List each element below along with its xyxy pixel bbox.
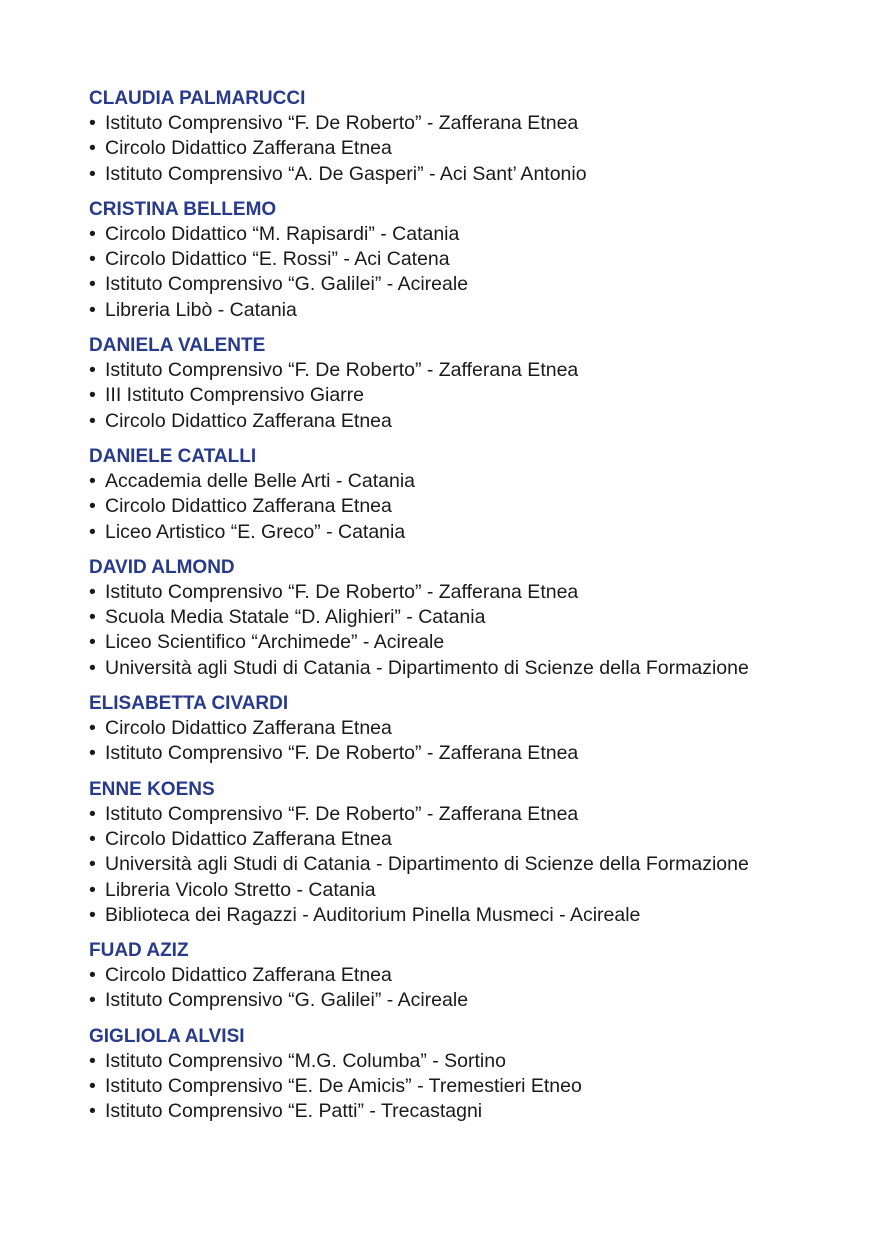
bullet-icon: • (89, 273, 96, 296)
venue-label: Accademia delle Belle Arti - Catania (105, 469, 415, 492)
venue-item (89, 136, 869, 161)
bullet-icon: • (89, 580, 96, 603)
bullet-icon: • (89, 520, 96, 543)
author-section (89, 334, 869, 434)
venue-label: Circolo Didattico Zafferana Etnea (105, 827, 392, 850)
venue-item (89, 963, 869, 988)
venue-item (89, 409, 869, 434)
venue-label: Università agli Studi di Catania - Dipartimento di Scienze della Formazione (105, 853, 749, 876)
venue-item (89, 988, 869, 1013)
author-name: CLAUDIA PALMARUCCI (89, 88, 306, 109)
venue-list (89, 802, 869, 928)
venue-list (89, 716, 869, 767)
author-name: DANIELE CATALLI (89, 445, 257, 467)
bullet-icon: • (89, 631, 96, 654)
venue-item (89, 358, 869, 383)
venue-label: Circolo Didattico Zafferana Etnea (105, 409, 392, 432)
venue-label: Liceo Scientifico “Archimede” - Acireale (105, 631, 445, 654)
venue-label: Istituto Comprensivo “F. De Roberto” - Zafferana Etnea (105, 359, 579, 382)
venue-item (89, 580, 869, 605)
venue-item (89, 222, 869, 247)
venue-label: Istituto Comprensivo “G. Galilei” - Acireale (105, 989, 469, 1012)
bullet-icon: • (89, 853, 96, 876)
venue-list (89, 469, 869, 545)
bullet-icon: • (89, 989, 96, 1012)
venue-item (89, 247, 869, 272)
bullet-icon: • (89, 742, 96, 765)
author-name: FUAD AZIZ (89, 940, 189, 962)
venue-label: III Istituto Comprensivo Giarre (105, 384, 365, 407)
bullet-icon: • (89, 903, 96, 926)
venue-label: Libreria Vicolo Stretto - Catania (105, 878, 376, 901)
venue-label: Scuola Media Statale “D. Alighieri” - Catania (105, 606, 486, 629)
bullet-icon: • (89, 827, 96, 850)
venue-item (89, 272, 869, 297)
bullet-icon: • (89, 222, 96, 245)
venue-label: Istituto Comprensivo “G. Galilei” - Acireale (105, 273, 469, 296)
bullet-icon: • (89, 384, 96, 407)
venue-item (89, 827, 869, 852)
author-section (89, 778, 869, 928)
author-name: ENNE KOENS (89, 778, 215, 800)
venue-item (89, 1074, 869, 1099)
bullet-icon: • (89, 162, 96, 185)
venue-label: Circolo Didattico “M. Rapisardi” - Catania (105, 222, 460, 245)
bullet-icon: • (89, 495, 96, 518)
bullet-icon: • (89, 964, 96, 987)
author-name: ELISABETTA CIVARDI (89, 693, 289, 715)
venue-item (89, 802, 869, 827)
venue-list (89, 111, 869, 187)
venue-item (89, 469, 869, 494)
author-section (89, 198, 869, 323)
venue-label: Circolo Didattico Zafferana Etnea (105, 495, 392, 518)
venue-item (89, 494, 869, 519)
venue-label: Istituto Comprensivo “A. De Gasperi” - Aci Sant’ Antonio (105, 162, 587, 185)
venue-item (89, 630, 869, 655)
venue-item (89, 903, 869, 928)
bullet-icon: • (89, 717, 96, 740)
venue-label: Istituto Comprensivo “F. De Roberto” - Zafferana Etnea (105, 802, 579, 825)
bullet-icon: • (89, 248, 96, 271)
venue-label: Circolo Didattico Zafferana Etnea (105, 964, 392, 987)
author-section (89, 1025, 869, 1125)
bullet-icon: • (89, 878, 96, 901)
venue-label: Circolo Didattico Zafferana Etnea (105, 717, 392, 740)
venue-item (89, 716, 869, 741)
author-section (89, 87, 869, 187)
author-name: DANIELA VALENTE (89, 335, 266, 357)
venue-label: Istituto Comprensivo “E. De Amicis” - Tremestieri Etneo (105, 1075, 582, 1098)
bullet-icon: • (89, 298, 96, 321)
venue-list (89, 1049, 869, 1125)
bullet-icon: • (89, 409, 96, 432)
venue-label: Istituto Comprensivo “F. De Roberto” - Zafferana Etnea (105, 742, 579, 765)
bullet-icon: • (89, 656, 96, 679)
document-page (89, 87, 869, 1136)
author-name: DAVID ALMOND (89, 556, 235, 578)
venue-list (89, 963, 869, 1014)
venue-list (89, 580, 869, 681)
author-section (89, 445, 869, 545)
bullet-icon: • (89, 1100, 96, 1123)
venue-label: Istituto Comprensivo “F. De Roberto” - Zafferana Etnea (105, 112, 579, 134)
bullet-icon: • (89, 1049, 96, 1072)
author-section (89, 692, 869, 767)
venue-item (89, 111, 869, 136)
bullet-icon: • (89, 112, 96, 134)
venue-label: Università agli Studi di Catania - Dipartimento di Scienze della Formazione (105, 656, 749, 679)
venue-item (89, 298, 869, 323)
author-name: GIGLIOLA ALVISI (89, 1025, 245, 1047)
bullet-icon: • (89, 802, 96, 825)
bullet-icon: • (89, 1075, 96, 1098)
venue-list (89, 358, 869, 434)
author-name: CRISTINA BELLEMO (89, 198, 277, 220)
venue-label: Libreria Libò - Catania (105, 298, 297, 321)
venue-item (89, 605, 869, 630)
venue-item (89, 383, 869, 408)
venue-label: Istituto Comprensivo “M.G. Columba” - Sortino (105, 1049, 506, 1072)
venue-item (89, 656, 869, 681)
bullet-icon: • (89, 359, 96, 382)
venue-label: Circolo Didattico Zafferana Etnea (105, 137, 392, 160)
venue-item (89, 1099, 869, 1124)
venue-item (89, 741, 869, 766)
venue-list (89, 222, 869, 323)
author-section (89, 939, 869, 1014)
venue-label: Circolo Didattico “E. Rossi” - Aci Catena (105, 248, 450, 271)
venue-item (89, 162, 869, 187)
bullet-icon: • (89, 606, 96, 629)
author-section (89, 556, 869, 681)
bullet-icon: • (89, 469, 96, 492)
venue-label: Biblioteca dei Ragazzi - Auditorium Pinella Musmeci - Acireale (105, 903, 641, 926)
venue-label: Istituto Comprensivo “E. Patti” - Trecastagni (105, 1100, 483, 1123)
venue-item (89, 878, 869, 903)
venue-item (89, 852, 869, 877)
bullet-icon: • (89, 137, 96, 160)
venue-item (89, 520, 869, 545)
venue-label: Istituto Comprensivo “F. De Roberto” - Zafferana Etnea (105, 580, 579, 603)
venue-label: Liceo Artistico “E. Greco” - Catania (105, 520, 406, 543)
venue-item (89, 1049, 869, 1074)
